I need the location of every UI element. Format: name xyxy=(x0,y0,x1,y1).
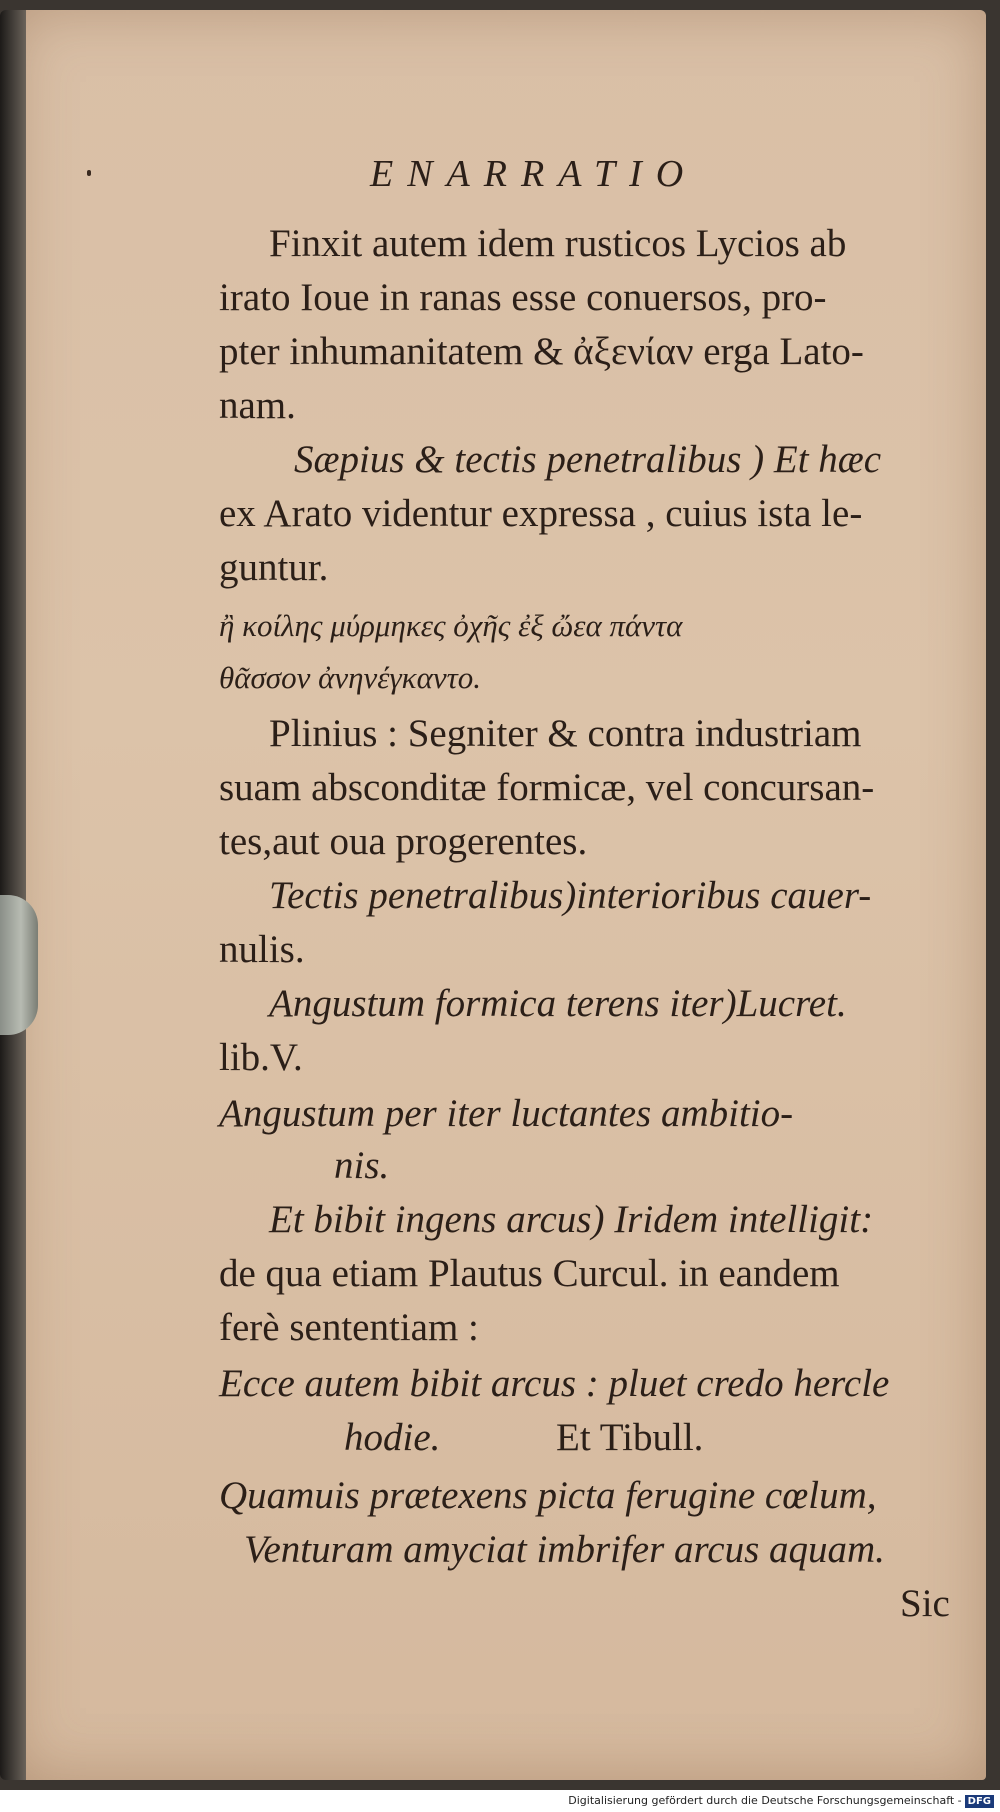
text-line: ex Arato videntur expressa , cuius ista le- xyxy=(219,492,863,535)
greek-line: θᾶσσον ἀνηνέγκαντο. xyxy=(219,660,481,695)
ink-mark xyxy=(87,170,91,176)
text-line: ferè sententiam : xyxy=(219,1306,479,1349)
text-line: pter inhumanitatem & ἀξενίαν erga Lato- xyxy=(219,330,864,373)
verse-line: Angustum per iter luctantes ambitio- xyxy=(219,1092,794,1135)
book-page xyxy=(14,10,986,1780)
text-line: lib.V. xyxy=(219,1036,303,1079)
text-line: nulis. xyxy=(219,928,305,971)
funding-credit-text: Digitalisierung gefördert durch die Deutsche Forschungsgemeinschaft - xyxy=(568,1794,962,1807)
text-line: nam. xyxy=(219,384,296,427)
footer-bar xyxy=(0,1790,1000,1812)
running-header: ENARRATIO xyxy=(370,153,698,195)
verse-line: Venturam amyciat imbrifer arcus aquam. xyxy=(244,1528,885,1571)
lemma-line: Tectis penetralibus)interioribus cauer- xyxy=(269,874,872,917)
text-line: suam absconditæ formicæ, vel concursan- xyxy=(219,766,875,809)
dfg-badge: DFG xyxy=(965,1795,994,1808)
lemma-line: Angustum formica terens iter)Lucret. xyxy=(269,982,847,1025)
verse-line: nis. xyxy=(334,1144,390,1187)
text-line: Et Tibull. xyxy=(556,1416,704,1459)
text-line: irato Ioue in ranas esse conuersos, pro- xyxy=(219,276,827,319)
lemma-line: Et bibit ingens arcus) Iridem intelligit: xyxy=(269,1198,874,1241)
verse-line: Ecce autem bibit arcus : pluet credo hercle xyxy=(219,1362,890,1405)
text-line: de qua etiam Plautus Curcul. in eandem xyxy=(219,1252,840,1295)
text-line: guntur. xyxy=(219,546,329,589)
text-line: Plinius : Segniter & contra industriam xyxy=(269,712,862,755)
book-clasp xyxy=(0,895,38,1035)
greek-line: ἢ κοίλης μύρμηκες ὀχῆς ἐξ ὤεα πάντα xyxy=(219,608,683,643)
verse-line: hodie. xyxy=(344,1416,441,1459)
text-line: tes,aut oua progerentes. xyxy=(219,820,588,863)
text-line: Finxit autem idem rusticos Lycios ab xyxy=(269,222,847,265)
lemma-line: Sæpius & tectis penetralibus ) Et hæc xyxy=(294,438,882,481)
funding-credit xyxy=(568,1794,1000,1808)
verse-line: Quamuis prætexens picta ferugine cœlum, xyxy=(219,1474,877,1517)
catchword: Sic xyxy=(900,1582,950,1625)
